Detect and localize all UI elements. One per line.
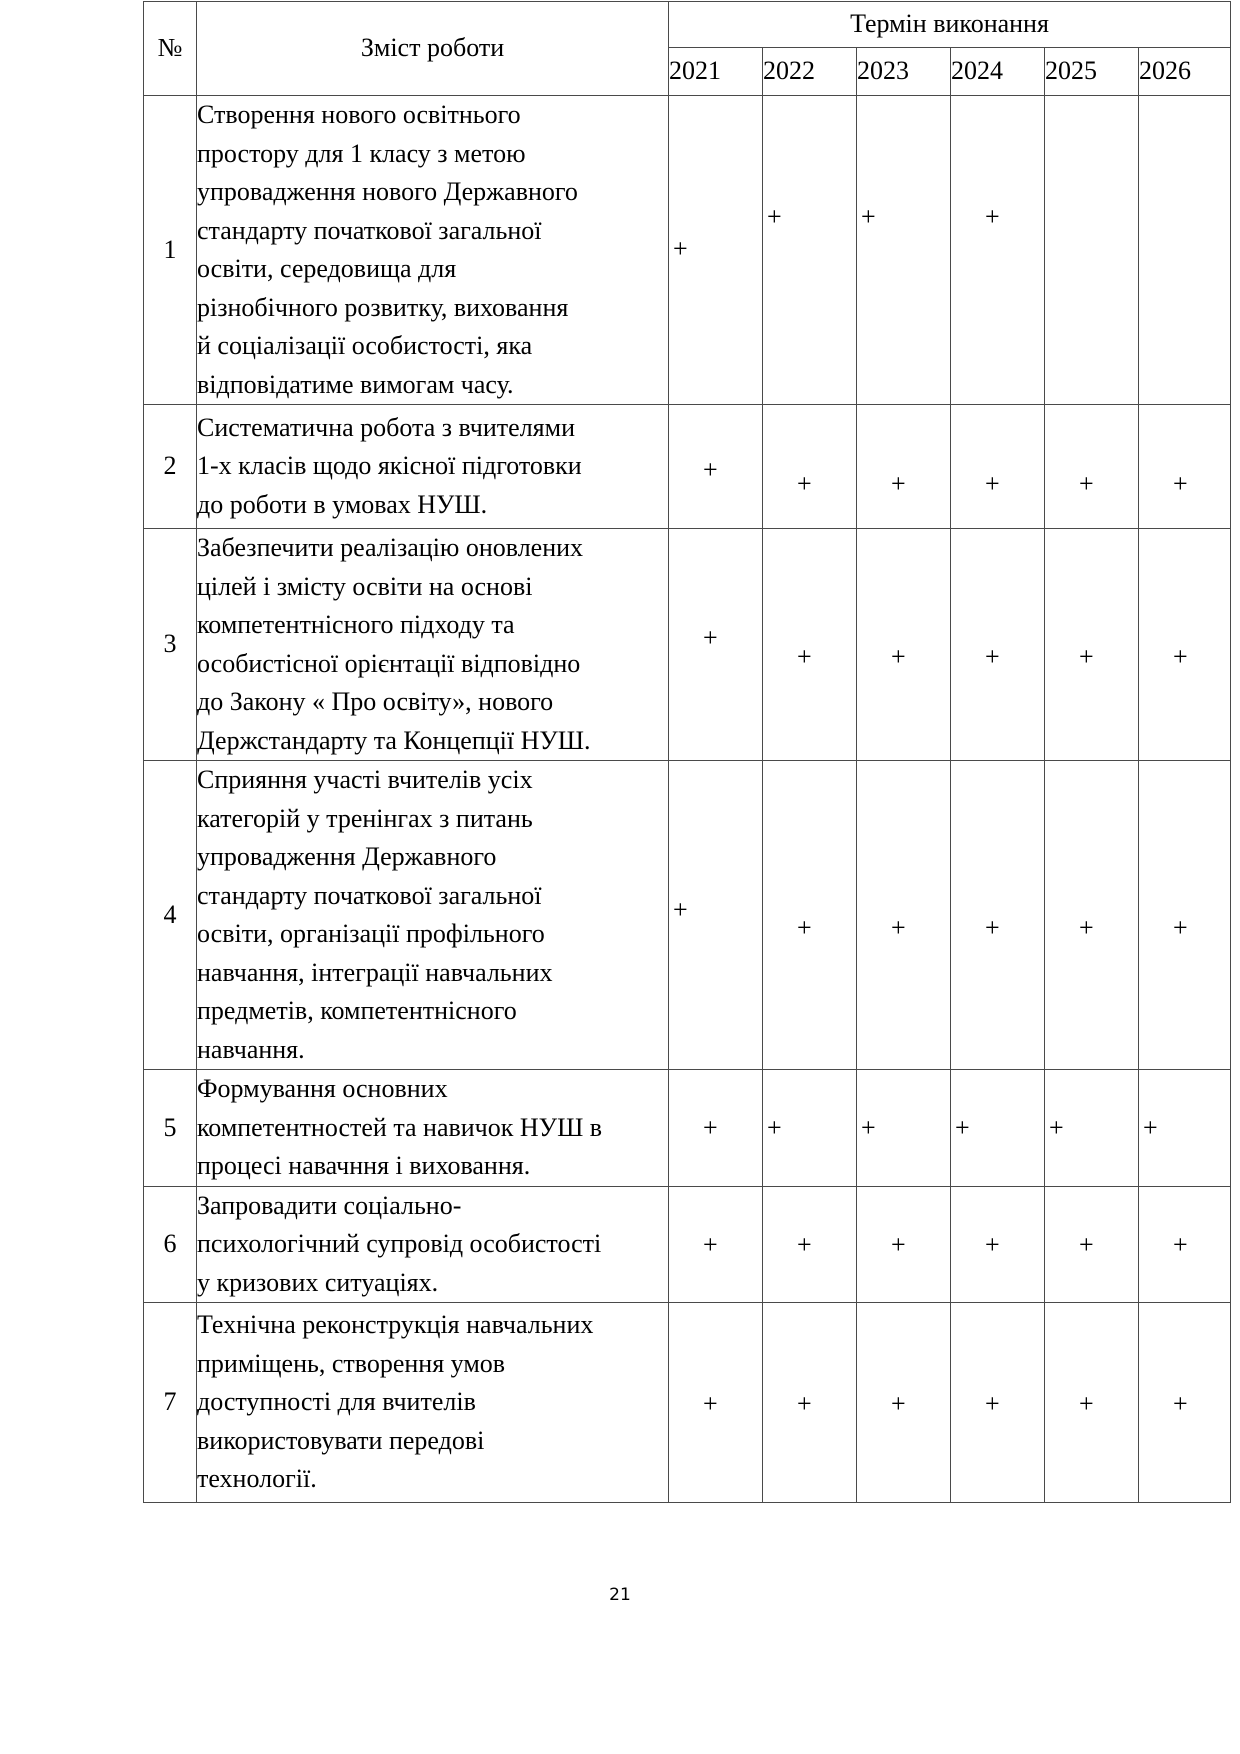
plus-mark: + bbox=[891, 469, 906, 498]
plus-mark: + bbox=[1173, 913, 1188, 942]
plus-mark: + bbox=[797, 1389, 812, 1418]
row-number: 6 bbox=[144, 1186, 197, 1303]
plus-mark: + bbox=[861, 1113, 876, 1142]
table-row bbox=[144, 1186, 1231, 1303]
year-cell-2023 bbox=[857, 405, 951, 529]
content-column-header: Зміст роботи bbox=[197, 2, 669, 96]
year-header: 2025 bbox=[1045, 48, 1139, 96]
row-number: 7 bbox=[144, 1303, 197, 1503]
plus-mark: + bbox=[1173, 1389, 1188, 1418]
year-cell-2024 bbox=[951, 1070, 1045, 1187]
year-cell-2026 bbox=[1139, 1186, 1231, 1303]
year-cell-2022 bbox=[763, 96, 857, 405]
year-cell-2023 bbox=[857, 761, 951, 1070]
year-cell-2023 bbox=[857, 529, 951, 761]
term-column-header: Термін виконання bbox=[669, 2, 1231, 48]
plus-mark: + bbox=[1049, 1113, 1064, 1142]
plus-mark: + bbox=[1079, 1229, 1094, 1259]
table-row bbox=[144, 529, 1231, 761]
plus-mark: + bbox=[985, 642, 1000, 671]
plus-mark: + bbox=[767, 202, 782, 231]
year-cell-2025 bbox=[1045, 1070, 1139, 1187]
year-cell-2023 bbox=[857, 1070, 951, 1187]
year-cell-2025 bbox=[1045, 1303, 1139, 1503]
year-cell-2022 bbox=[763, 529, 857, 761]
year-cell-2022 bbox=[763, 1303, 857, 1503]
year-cell-2021 bbox=[669, 529, 763, 761]
page-number: 21 bbox=[609, 1585, 631, 1605]
plus-mark: + bbox=[673, 234, 688, 263]
year-cell-2026 bbox=[1139, 96, 1231, 405]
year-cell-2024 bbox=[951, 1303, 1045, 1503]
year-cell-2022 bbox=[763, 761, 857, 1070]
plus-mark: + bbox=[703, 1389, 718, 1418]
plus-mark: + bbox=[673, 895, 688, 924]
year-cell-2025 bbox=[1045, 96, 1139, 405]
plus-mark: + bbox=[985, 202, 1000, 231]
plus-mark: + bbox=[985, 469, 1000, 498]
plus-mark: + bbox=[1079, 1389, 1094, 1418]
number-column-header: № bbox=[144, 2, 197, 96]
year-cell-2023 bbox=[857, 1186, 951, 1303]
plus-mark: + bbox=[703, 623, 718, 652]
year-cell-2024 bbox=[951, 761, 1045, 1070]
plus-mark: + bbox=[1173, 469, 1188, 498]
row-number: 5 bbox=[144, 1070, 197, 1187]
year-cell-2021 bbox=[669, 1303, 763, 1503]
year-cell-2024 bbox=[951, 96, 1045, 405]
year-cell-2022 bbox=[763, 1070, 857, 1187]
plus-mark: + bbox=[955, 1113, 970, 1142]
year-cell-2026 bbox=[1139, 1070, 1231, 1187]
year-cell-2022 bbox=[763, 405, 857, 529]
table-row bbox=[144, 1070, 1231, 1187]
plus-mark: + bbox=[703, 455, 718, 484]
plus-mark: + bbox=[891, 642, 906, 671]
table-row bbox=[144, 96, 1231, 405]
year-header: 2021 bbox=[669, 48, 763, 96]
plus-mark: + bbox=[797, 469, 812, 498]
work-content: Формування основних компетентностей та навичок НУШ в процесі навачння і виховання. bbox=[197, 1070, 669, 1187]
work-content: Запровадити соціально- психологічний супровід особистості у кризових ситуаціях. bbox=[197, 1186, 669, 1303]
year-cell-2021 bbox=[669, 1186, 763, 1303]
year-cell-2023 bbox=[857, 1303, 951, 1503]
year-cell-2025 bbox=[1045, 761, 1139, 1070]
work-content: Технічна реконструкція навчальних приміщень, створення умов доступності для вчителів використовувати передові технології. bbox=[197, 1303, 669, 1503]
year-cell-2026 bbox=[1139, 761, 1231, 1070]
year-cell-2021 bbox=[669, 405, 763, 529]
year-cell-2024 bbox=[951, 1186, 1045, 1303]
plus-mark: + bbox=[767, 1113, 782, 1142]
plus-mark: + bbox=[891, 1389, 906, 1418]
row-number: 4 bbox=[144, 761, 197, 1070]
year-cell-2021 bbox=[669, 761, 763, 1070]
plus-mark: + bbox=[891, 1229, 906, 1259]
table-row bbox=[144, 405, 1231, 529]
plus-mark: + bbox=[1173, 1229, 1188, 1259]
plus-mark: + bbox=[1079, 469, 1094, 498]
year-cell-2024 bbox=[951, 529, 1045, 761]
year-cell-2025 bbox=[1045, 529, 1139, 761]
table-row bbox=[144, 761, 1231, 1070]
plus-mark: + bbox=[1143, 1113, 1158, 1142]
year-header: 2022 bbox=[763, 48, 857, 96]
table-row bbox=[144, 1303, 1231, 1503]
year-cell-2021 bbox=[669, 1070, 763, 1187]
header-row bbox=[144, 2, 1231, 48]
plus-mark: + bbox=[985, 1389, 1000, 1418]
year-cell-2026 bbox=[1139, 1303, 1231, 1503]
plus-mark: + bbox=[891, 913, 906, 942]
plus-mark: + bbox=[797, 1229, 812, 1259]
year-header: 2024 bbox=[951, 48, 1045, 96]
plus-mark: + bbox=[1079, 913, 1094, 942]
plus-mark: + bbox=[703, 1113, 718, 1142]
year-cell-2023 bbox=[857, 96, 951, 405]
year-cell-2025 bbox=[1045, 405, 1139, 529]
work-content: Забезпечити реалізацію оновлених цілей і змісту освіти на основі компетентнісного підходу та особистісної орієнтації відповідно до Закону « Про освіту», нового Держстандарту та Концепції НУШ. bbox=[197, 529, 669, 761]
work-content: Систематична робота з вчителями 1-х класів щодо якісної підготовки до роботи в умовах НУШ. bbox=[197, 405, 669, 529]
work-plan-table bbox=[143, 1, 1231, 1503]
year-cell-2026 bbox=[1139, 405, 1231, 529]
plus-mark: + bbox=[797, 642, 812, 671]
plus-mark: + bbox=[1079, 642, 1094, 671]
row-number: 3 bbox=[144, 529, 197, 761]
year-header: 2026 bbox=[1139, 48, 1231, 96]
row-number: 2 bbox=[144, 405, 197, 529]
plus-mark: + bbox=[861, 202, 876, 231]
work-content: Створення нового освітнього простору для 1 класу з метою упровадження нового Державного стандарту початкової загальної освіти, середовища для різнобічного розвитку, виховання й соціалізації особистості, яка відповідатиме вимогам часу. bbox=[197, 96, 669, 405]
plus-mark: + bbox=[1173, 642, 1188, 671]
plus-mark: + bbox=[985, 913, 1000, 942]
plus-mark: + bbox=[985, 1229, 1000, 1259]
year-cell-2021 bbox=[669, 96, 763, 405]
year-cell-2024 bbox=[951, 405, 1045, 529]
year-cell-2022 bbox=[763, 1186, 857, 1303]
year-cell-2025 bbox=[1045, 1186, 1139, 1303]
year-header: 2023 bbox=[857, 48, 951, 96]
year-cell-2026 bbox=[1139, 529, 1231, 761]
plus-mark: + bbox=[703, 1229, 718, 1259]
work-content: Сприяння участі вчителів усіх категорій у тренінгах з питань упровадження Державного стандарту початкової загальної освіти, організації профільного навчання, інтеграції навчальних предметів, компетентнісного навчання. bbox=[197, 761, 669, 1070]
plus-mark: + bbox=[797, 913, 812, 942]
row-number: 1 bbox=[144, 96, 197, 405]
